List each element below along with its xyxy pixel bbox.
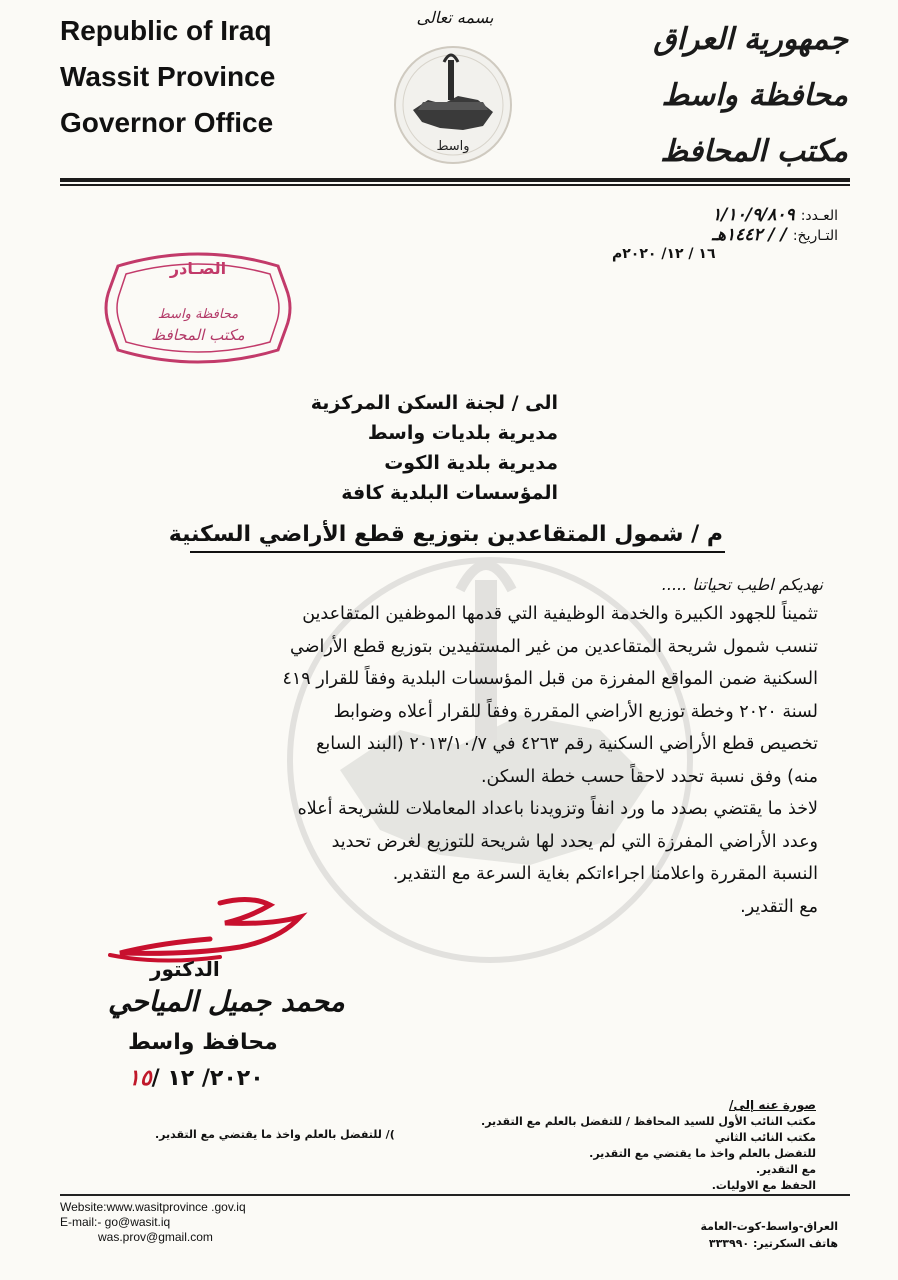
ref-hijri-date: / / ١٤٤٢هـ xyxy=(712,225,787,245)
basmala-text: بسمه تعالى xyxy=(416,8,494,27)
body-line: تنسب شمول شريحة المتقاعدين من غير المستفيدين بتوزيع قطع الأراضي xyxy=(290,636,818,657)
signature-date xyxy=(128,1066,264,1091)
body-line: تثميناً للجهود الكبيرة والخدمة الوظيفية التي قدمها الموظفين المتقاعدين xyxy=(302,604,818,624)
addressee-list xyxy=(311,388,558,508)
signatory-name: محمد جميل المياحي xyxy=(108,985,345,1018)
outgoing-stamp xyxy=(98,248,298,368)
body-line: النسبة المقررة واعلامنا اجراءاتكم بغاية السرعة مع التقدير. xyxy=(392,864,818,884)
footer-divider xyxy=(60,1194,850,1196)
addressee-line: الى / لجنة السكن المركزية xyxy=(310,392,558,414)
signatory-role: محافظ واسط xyxy=(128,1030,278,1055)
letter-body xyxy=(108,598,818,923)
copies-note: )/ للتفضل بالعلم واخذ ما يقتضي مع التقدير. xyxy=(155,1128,395,1141)
greeting-line: نهديكم اطيب تحياتنا ..... xyxy=(661,575,823,594)
copy-recipient: للتفضل بالعلم واخذ ما يقتضي مع التقدير. xyxy=(589,1147,816,1160)
emblem-caption: واسط xyxy=(436,139,470,154)
ref-date-label: التـاريخ: xyxy=(792,228,838,244)
body-line: لاخذ ما يقتضي بصدد ما ورد انفاً وتزويدنا باعداد المعاملات للشريحة أعلاه xyxy=(297,799,818,819)
footer-address: العراق-واسط-كوت-العامة xyxy=(700,1220,838,1233)
body-line: مع التقدير. xyxy=(740,896,818,917)
header-divider xyxy=(60,178,850,186)
province-name-en: Wassit Province xyxy=(60,61,276,92)
addressee-line: مديرية بلديات واسط xyxy=(367,422,558,444)
body-line: وعدد الأراضي المفرزة التي لم يحدد لها شريحة للتوزيع لغرض تحديد xyxy=(331,831,818,852)
stamp-line-2: مكتب المحافظ xyxy=(151,326,245,344)
reference-block xyxy=(712,206,838,246)
ref-number-value: ١/١٠/٩/٨٠٩ xyxy=(712,205,795,225)
subject-underline xyxy=(190,551,725,553)
signature-date-main: ٢٠٢٠/ ١٢ / xyxy=(151,1066,264,1091)
province-name-ar: محافظة واسط xyxy=(661,78,848,113)
copies-list xyxy=(481,1114,816,1194)
letter-subject: م / شمول المتقاعدين بتوزيع قطع الأراضي السكنية xyxy=(168,522,723,547)
copy-recipient: مع التقدير. xyxy=(756,1163,816,1176)
office-name-ar: مكتب المحافظ xyxy=(660,134,848,169)
stamp-label: الصـادر xyxy=(169,259,227,278)
country-name-ar: جمهورية العراق xyxy=(653,22,848,57)
footer-phone: هاتف السكرتير: ٣٣٣٩٩٠ xyxy=(708,1237,838,1250)
stamp-line-1: محافظة واسط xyxy=(157,307,239,322)
copy-recipient: مكتب النائب الأول للسيد المحافظ / للتفضل بالعلم مع التقدير. xyxy=(481,1115,816,1128)
footer-contact-ar xyxy=(700,1218,838,1252)
signature-date-day: ١٥ xyxy=(128,1066,152,1091)
footer-email[interactable]: E-mail:- go@wasit.iq xyxy=(60,1215,171,1229)
country-name-en: Republic of Iraq xyxy=(60,15,272,46)
addressee-line: مديرية بلدية الكوت xyxy=(384,452,558,474)
signatory-title: الدكتور xyxy=(150,957,220,981)
ref-number-label: العـدد: xyxy=(800,208,838,224)
footer-contact-en xyxy=(60,1200,246,1245)
ref-gregorian-date: ١٦ / ١٢/ ٢٠٢٠م xyxy=(612,246,716,262)
province-emblem-icon xyxy=(388,30,518,170)
office-name-en: Governor Office xyxy=(60,107,274,138)
footer-email-alt[interactable]: was.prov@gmail.com xyxy=(98,1230,213,1244)
body-line: تخصيص قطع الأراضي السكنية رقم ٤٢٦٣ في ٢٠١٣/١٠/٧ (البند السابع xyxy=(316,734,818,754)
copy-recipient: مكتب النائب الثاني xyxy=(714,1131,816,1144)
arabic-letterhead xyxy=(653,12,848,180)
copy-recipient: الحفظ مع الاوليات. xyxy=(711,1179,816,1192)
copies-heading: صورة عنه إلى/ xyxy=(729,1098,816,1112)
footer-website[interactable]: Website:www.wasitprovince .gov.iq xyxy=(60,1200,246,1214)
english-letterhead xyxy=(60,8,275,146)
body-line: السكنية ضمن المواقع المفرزة من قبل المؤسسات البلدية وفقاً للقرار ٤١٩ xyxy=(282,669,818,689)
body-line: منه) وفق نسبة تحدد لاحقاً حسب خطة السكن. xyxy=(480,766,818,787)
body-line: لسنة ٢٠٢٠ وخطة توزيع الأراضي المقررة وفقاً للقرار أعلاه وضوابط xyxy=(333,701,818,722)
addressee-line: المؤسسات البلدية كافة xyxy=(341,482,558,504)
